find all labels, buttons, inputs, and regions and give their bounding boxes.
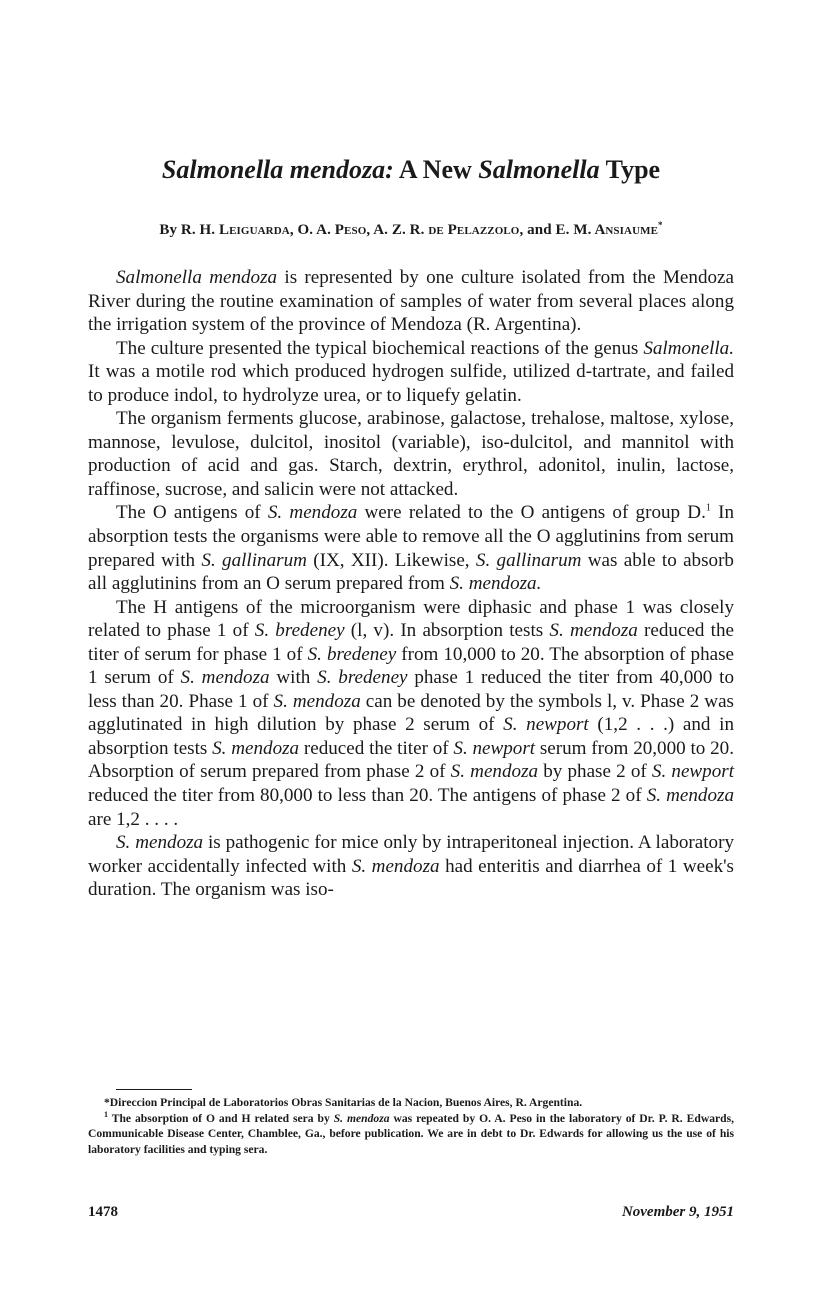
paragraph-text: phase 1 reduced the titer from 40,000 to less than 20. Phase 1 of — [88, 667, 734, 712]
species-name: S. mendoza — [267, 502, 358, 524]
paragraph-text: The organism ferments glucose, arabinose, galactose, trehalose, maltose, xylose, mannose, levulose, dulcitol, inositol (variable), iso-dulcitol, and mannitol with production of acid and gas. Starch, dextrin, erythrol, adonitol, inulin, lactose, raffinose, sucrose, and salicin were not attacked. — [88, 408, 734, 500]
title-genus-species: Salmonella mendoza: — [161, 155, 394, 184]
species-name: S. bredeney — [254, 620, 345, 642]
species-name: S. mendoza — [180, 667, 270, 689]
species-name: S. gallinarum — [201, 549, 307, 571]
paragraph-4 — [88, 501, 734, 595]
paragraph-text: from 10,000 to 20. The absorption of phase 1 serum of — [88, 643, 735, 689]
paragraph-text: The culture presented the typical biochemical reactions of the genus — [116, 337, 644, 359]
species-name: S. bredeney — [317, 667, 408, 689]
paragraph-text: The H antigens of the microorganism were diphasic and phase 1 was closely related to phase 1 of — [88, 596, 734, 642]
paragraph-text: were related to the O antigens of group D. — [357, 502, 706, 524]
title-genus: Salmonella — [478, 155, 600, 184]
species-name: Salmonella mendoza — [116, 267, 278, 288]
species-name: S. newport — [503, 714, 589, 736]
paragraph-text: The O antigens of — [116, 502, 268, 524]
footnote-divider — [116, 1089, 192, 1090]
paragraph-2 — [88, 337, 734, 408]
footnote-1 — [88, 1111, 734, 1158]
paragraph-text: with — [269, 667, 318, 689]
paragraph-text: is pathogenic for mice only by intraperitoneal injection. A laboratory worker accidentally infected with — [88, 832, 735, 877]
species-name: S. mendoza — [212, 737, 300, 759]
footnote-ref: 1 — [705, 503, 711, 515]
footnote-text: was repeated by O. A. Peso in the laboratory of Dr. P. R. Edwards, Communicable Disease Center, Chamblee, Ga., before publication. We are in debt to Dr. Edwards for allowing us the use of his laboratory facilities and typing sera. — [88, 1111, 734, 1156]
footnote-text: The absorption of O and H related sera by — [108, 1111, 334, 1125]
affiliation-marker: * — [658, 220, 663, 230]
paragraph-3 — [88, 407, 734, 501]
paragraph-text: had enteritis and diarrhea of 1 week's duration. The organism was iso- — [88, 855, 734, 901]
species-name: S. newport — [651, 761, 734, 783]
footnotes — [88, 1095, 734, 1157]
byline-separator: , and — [519, 222, 556, 238]
paragraph-6 — [88, 831, 734, 902]
author-pelazzolo-initials: A. Z. R. — [373, 222, 429, 238]
paragraph-text: (1,2 . . .) and in absorption tests — [88, 714, 734, 759]
paragraph-5 — [88, 596, 734, 831]
byline-separator: , — [366, 222, 374, 238]
footnote-affiliation: *Direccion Principal de Laboratorios Obras Sanitarias de la Nacion, Buenos Aires, R. Argentina. — [104, 1096, 583, 1109]
species-name: S. mendoza — [333, 1111, 390, 1125]
paragraph-text: serum from 20,000 to 20. Absorption of serum prepared from phase 2 of — [88, 737, 734, 783]
paragraph-text: by phase 2 of — [538, 761, 652, 783]
paragraph-text: In absorption tests the organisms were able to remove all the O agglutinins from serum prepared with — [88, 502, 734, 571]
species-name: S. mendoza — [116, 832, 204, 854]
author-byline — [88, 220, 734, 240]
article-body — [88, 266, 734, 902]
paragraph-text: can be denoted by the symbols l, v. Phase 2 was agglutinated in high dilution by phase 2 serum of — [88, 690, 734, 736]
species-name: S. mendoza — [273, 690, 361, 712]
author-leiguarda: R. H. Leiguarda — [180, 222, 290, 238]
paragraph-text: reduced the titer of serum for phase 1 of — [88, 620, 735, 665]
species-name: S. mendoza — [351, 855, 440, 877]
species-name: S. mendoza — [549, 620, 638, 642]
byline-by: By — [159, 222, 181, 238]
species-name: S. mendoza. — [449, 573, 542, 595]
title-text-end: Type — [599, 155, 661, 184]
paragraph-text: was able to absorb all agglutinins from an O serum prepared from — [88, 549, 734, 595]
page-number: 1478 — [88, 1204, 118, 1220]
author-peso: O. A. Peso — [297, 222, 367, 238]
species-name: S. gallinarum — [475, 549, 582, 571]
author-pelazzolo: de Pelazzolo — [428, 222, 520, 238]
paragraph-text: (l, v). In absorption tests — [344, 620, 550, 642]
paragraph-1 — [88, 266, 734, 337]
journal-page — [88, 0, 734, 1306]
paragraph-text: (IX, XII). Likewise, — [306, 549, 476, 571]
title-text: A New — [393, 155, 479, 184]
species-name: S. mendoza — [646, 785, 734, 807]
paragraph-text: It was a motile rod which produced hydrogen sulfide, utilized d-tartrate, and failed to produce indol, to hydrolyze urea, or to liquefy gelatin. — [88, 361, 734, 406]
article-title — [88, 153, 734, 187]
issue-date: November 9, 1951 — [621, 1204, 734, 1220]
paragraph-text: reduced the titer of — [299, 737, 454, 759]
byline-separator: , — [289, 222, 298, 238]
species-name: S. newport — [453, 737, 536, 759]
species-name: S. mendoza — [450, 761, 539, 783]
genus-name: Salmonella. — [643, 337, 734, 359]
paragraph-text: are 1,2 . . . . — [88, 808, 179, 830]
species-name: S. bredeney — [307, 643, 397, 665]
author-ansiaume: E. M. Ansiaume — [555, 222, 659, 238]
paragraph-text: is represented by one culture isolated from the Mendoza River during the routine examination of samples of water from several places along the irrigation system of the province of Mendoza (R. Argentina). — [88, 267, 734, 336]
paragraph-text: reduced the titer from 80,000 to less than 20. The antigens of phase 2 of — [88, 785, 647, 807]
footnote-number: 1 — [104, 1109, 108, 1119]
